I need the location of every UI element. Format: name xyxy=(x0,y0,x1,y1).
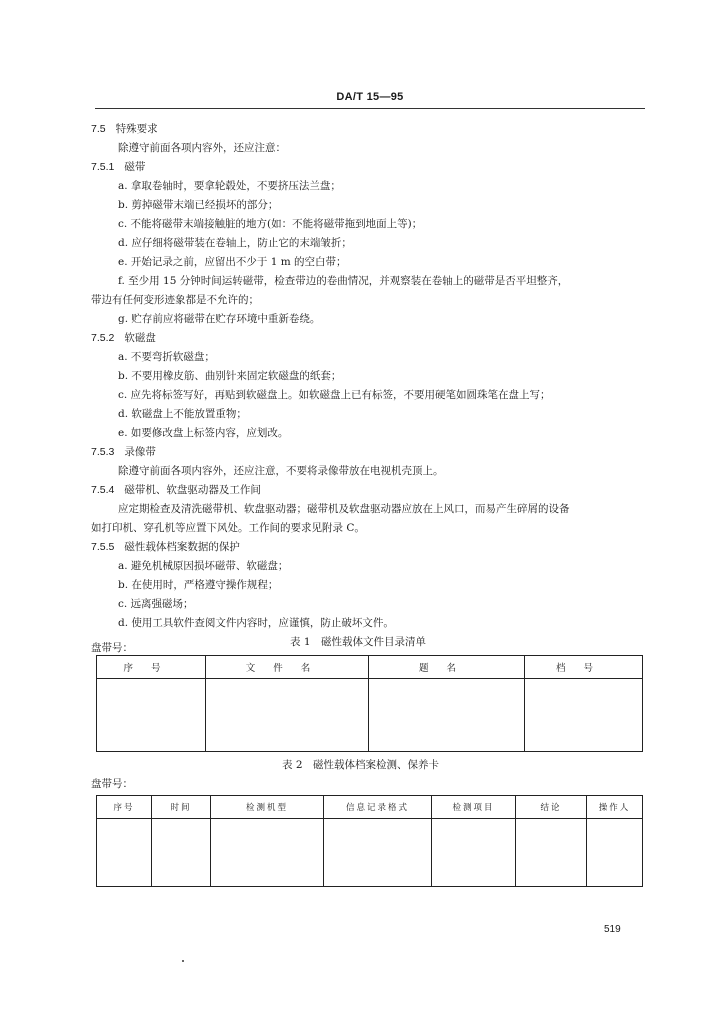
table-2-cell xyxy=(324,819,432,887)
table-2-cell xyxy=(516,819,587,887)
table-2-header-item: 检测项目 xyxy=(432,796,516,819)
subsection-heading-751 xyxy=(91,159,145,174)
table-2 xyxy=(96,795,643,887)
section-intro: 除遵守前面各项内容外，还应注意： xyxy=(118,142,286,154)
subsection-title: 录像带 xyxy=(124,446,156,458)
table-1 xyxy=(96,655,643,752)
table-1-cell xyxy=(97,679,206,752)
table-2-cell xyxy=(587,819,643,887)
table-2-header-conclusion: 结论 xyxy=(516,796,587,819)
list-item: a. 避免机械原因损坏磁带、软磁盘； xyxy=(118,560,289,572)
table-2-header-operator: 操作人 xyxy=(587,796,643,819)
scan-speck xyxy=(182,960,184,962)
paragraph: 应定期检查及清洗磁带机、软盘驱动器；磁带机及软盘驱动器应放在上风口，而易产生碎屑的设备 xyxy=(118,503,570,515)
table-2-header-index: 序号 xyxy=(97,796,152,819)
subsection-title: 磁性载体档案数据的保护 xyxy=(124,541,240,553)
subsection-title: 软磁盘 xyxy=(124,332,156,344)
list-item: a. 拿取卷轴时，要拿轮毂处，不要挤压法兰盘； xyxy=(118,180,341,192)
list-item: e. 如要修改盘上标签内容，应划改。 xyxy=(118,427,289,439)
paragraph-continuation: 如打印机、穿孔机等应置下风处。工作间的要求见附录 C。 xyxy=(91,522,365,534)
table-1-cell xyxy=(206,679,369,752)
table-1-cell xyxy=(525,679,643,752)
subsection-number: 7.5.5 xyxy=(91,541,115,553)
list-item: e. 开始记录之前，应留出不少于 1 m 的空白带； xyxy=(118,256,347,268)
table-2-cell xyxy=(152,819,211,887)
list-item: b. 剪掉磁带末端已经损坏的部分； xyxy=(118,199,279,211)
subsection-heading-752 xyxy=(91,330,156,345)
section-number: 7.5 xyxy=(91,123,106,135)
table-2-cell xyxy=(211,819,324,887)
table-1-cell xyxy=(369,679,525,752)
table-2-header-time: 时间 xyxy=(152,796,211,819)
section-title: 特殊要求 xyxy=(115,123,158,135)
paragraph: 除遵守前面各项内容外，还应注意，不要将录像带放在电视机壳顶上。 xyxy=(118,465,444,477)
list-item-continuation: 带边有任何变形迹象都是不允许的； xyxy=(91,294,259,306)
list-item: g. 贮存前应将磁带在贮存环境中重新卷绕。 xyxy=(118,313,321,325)
table-1-header-filename: 文件名 xyxy=(206,656,369,679)
table-2-label: 盘带号： xyxy=(91,778,133,790)
header-rule xyxy=(95,108,645,109)
table-2-cell xyxy=(432,819,516,887)
table-1-header-title: 题名 xyxy=(369,656,525,679)
subsection-heading-754 xyxy=(91,482,261,497)
subsection-number: 7.5.4 xyxy=(91,484,115,496)
subsection-number: 7.5.3 xyxy=(91,446,115,458)
list-item: d. 软磁盘上不能放置重物； xyxy=(118,408,247,420)
document-code-header: DA/T 15—95 xyxy=(336,91,404,103)
list-item: d. 应仔细将磁带装在卷轴上，防止它的末端皱折； xyxy=(118,237,352,249)
table-2-caption: 表 2 磁性载体档案检测、保养卡 xyxy=(282,759,440,771)
table-2-cell xyxy=(97,819,152,887)
list-item: c. 应先将标签写好，再贴到软磁盘上。如软磁盘上已有标签，不要用硬笔如圆珠笔在盘上写； xyxy=(118,389,551,401)
subsection-number: 7.5.1 xyxy=(91,161,115,173)
list-item: b. 在使用时，严格遵守操作规程； xyxy=(118,579,279,591)
table-1-header-index: 序号 xyxy=(97,656,206,679)
table-1-header-archive-number: 档号 xyxy=(525,656,643,679)
table-2-header-model: 检测机型 xyxy=(211,796,324,819)
subsection-heading-753 xyxy=(91,444,156,459)
list-item: d. 使用工具软件查阅文件内容时，应谨慎，防止破坏文件。 xyxy=(118,617,394,629)
list-item: f. 至少用 15 分钟时间运转磁带，检查带边的卷曲情况，并观察装在卷轴上的磁带是否平坦整齐， xyxy=(118,275,569,287)
section-heading xyxy=(91,121,158,136)
list-item: b. 不要用橡皮筋、曲别针来固定软磁盘的纸套； xyxy=(118,370,342,382)
list-item: a. 不要弯折软磁盘； xyxy=(118,351,215,363)
subsection-number: 7.5.2 xyxy=(91,332,115,344)
subsection-heading-755 xyxy=(91,539,240,554)
subsection-title: 磁带 xyxy=(124,161,146,173)
table-2-header-format: 信息记录格式 xyxy=(324,796,432,819)
table-1-caption: 表 1 磁性载体文件目录清单 xyxy=(290,636,427,648)
list-item: c. 不能将磁带末端接触脏的地方(如：不能将磁带拖到地面上等)； xyxy=(118,218,423,230)
list-item: c. 远离强磁场； xyxy=(118,598,194,610)
subsection-title: 磁带机、软盘驱动器及工作间 xyxy=(124,484,261,496)
page-number: 519 xyxy=(604,924,621,935)
table-1-label: 盘带号： xyxy=(91,642,133,654)
